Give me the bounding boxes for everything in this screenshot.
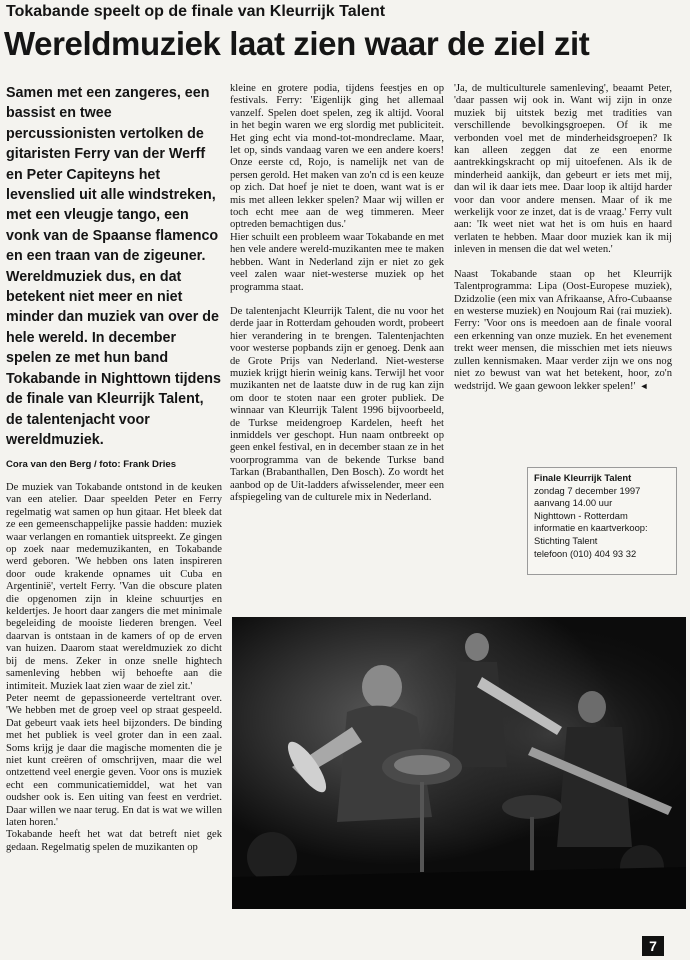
- end-of-article-icon: ◄: [639, 381, 649, 392]
- band-photo-image: [232, 617, 686, 909]
- page-number: 7: [642, 936, 664, 956]
- paragraph: De talentenjacht Kleurrijk Talent, die nu voor het derde jaar in Rotterdam gehouden wordt, probeert hier verandering in te brengen. Talentenjachten voor westerse popbands zijn er genoeg. Denk aan de Grote Prijs van Nederland. Niet-westerse muziek krijgt hierin weinig kans. Terwijl het voor muzikanten net de laatste duw in de rug kan zijn om door te stoten naar een groter publiek. De winnaar van Kleurrijk Talent 1996 bijvoorbeeld, de Turkse meidengroep Kardelen, heeft het inmiddels ver geschopt. Hun naam ontbreekt op geen enkel festival, en in december staan ze in het voorprogramma van de bekende Turkse band Tarkan (Brabanthallen, Den Bosch). Zo wordt het aanbod op de Uit-ladders afwisselender, meer een afspiegeling van de culturele mix in Nederland.: [230, 305, 444, 503]
- body-column-2: [230, 83, 444, 504]
- info-line: aanvang 14.00 uur: [534, 497, 613, 509]
- info-line: zondag 7 december 1997: [534, 484, 641, 496]
- info-line: telefoon (010) 404 93 32: [534, 547, 637, 559]
- band-photo: [232, 617, 686, 909]
- paragraph: kleine en grotere podia, tijdens feestjes en op festivals. Ferry: 'Eigenlijk ging het allemaal vanzelf. Spelen doet spelen, zeg ik altijd. Vooral in het begin waren we erg slordig met publiciteit. Het ging echt via mond-tot-mondreclame. Maar, let op, sinds vandaag varen we een andere koers! Onze eerste cd, Rojo, is namelijk net van de persen gerold. Het maken van zo'n cd is een keuze op zich. Dat hoef je niet te doen, want wat is er mis met alleen lekker spelen? Maar wij willen er toch echt mee aan de weg timmeren. Meer optreden bemachtigen dus.': [230, 83, 444, 231]
- event-info-box: [527, 467, 677, 575]
- paragraph: Tokabande heeft het wat dat betreft niet gek gedaan. Regelmatig spelen de muzikanten op: [6, 829, 222, 853]
- paragraph: 'Ja, de multiculturele samenleving', beaamt Peter, 'daar passen wij ook in. Want wij zijn in onze muziek bij uitstek bezig met tradities van verschillende bevolkingsgroepen. Of ik me verbonden voel met de minderheidsgroepen? Ik kan alleen zeggen dat ze een enorme aantrekkingskracht op mij uitoefenen. Als ik de minderheid aankijk, dan gebeurt er iets met mij, dan wil ik daar iets mee. Daar loop ik altijd harder voor dan voor andere mensen. Maar of ik me werkelijk voor ze inzet, dat is de vraag.' Ferry vult aan: 'Ik weet niet wat het is om huis en haard verlaten te hebben. Maar door muziek kan ik mij inleven in mensen die dat wel weten.': [454, 83, 672, 256]
- info-line: Stichting Talent: [534, 534, 598, 546]
- article-headline: Wereldmuziek laat zien waar de ziel zit: [4, 25, 590, 62]
- article-byline: Cora van den Berg / foto: Frank Dries: [6, 459, 177, 470]
- paragraph: Hier schuilt een probleem waar Tokabande en met hen vele andere wereld-muzikanten mee te maken hebben. Want in Nederland zijn er niet zo gek veel zalen waar niet-westerse muziek op het programma staat.: [230, 231, 444, 293]
- info-line: informatie en kaartverkoop:: [534, 522, 648, 534]
- info-line: Nighttown - Rotterdam: [534, 509, 628, 521]
- body-column-3: [454, 83, 672, 394]
- paragraph: Peter neemt de gepassioneerde verteltrant over. 'We hebben met de groep veel op straat gespeeld. Dat gebeurt vaak iets heel bijzonders. De binding met het publiek is veel groter dan in een zaal. Soms krijg je daar die magische momenten die je niet kunt creëren of omschrijven, maar die wel ontzettend veel energie geven. Voor ons is muziek echt een communicatiemiddel, wat het van oudsher ook is. Een uiting van feest en verdriet. Daar willen we naar terug. En dat is wat we willen laten horen.': [6, 692, 222, 828]
- body-column-1: [6, 482, 222, 854]
- paragraph: [454, 269, 672, 394]
- article-lead: Samen met een zangeres, een bassist en twee percussionisten vertolken de gitaristen Ferry van der Werff en Peter Capiteyns het levenslied uit alle windstreken, met een vleugje tango, een vonk van de Spaanse flamenco en een traan van de zigeuner. Wereldmuziek dus, en dat betekent niet meer en niet minder dan muziek van over de hele wereld. In december spelen ze met hun band Tokabande in Nighttown tijdens de finale van Kleurrijk Talent, de talentenjacht voor wereldmuziek.: [6, 85, 221, 448]
- paragraph: De muziek van Tokabande ontstond in de keuken van een atelier. Daar speelden Peter en Ferry regelmatig wat samen op hun gitaar. Het bleek dat ze een gemeenschappelijke passie hadden: muziek waar verlangen en romantiek uitspreekt. Ze gingen op zoek naar medemuzikanten, en Tokabande werd geboren. 'We hebben ons laten inspireren door oude krakende opnames uit Cuba en Argentinië', vertelt Ferry. 'Van die obscure platen die opgenomen zijn in kleine schuurtjes en keldertjes. Je hoort daar zangers die met minimale begeleiding de mooiste liederen brengen. Veel daarvan is ontstaan in de kamers of op de erven van huizen. Daarom staat wereldmuziek zo dicht bij de mens. Zeker in onze snelle hightech samenleving hebben wij behoefte aan die intimiteit. Muziek laat zien waar de ziel zit.': [6, 482, 222, 692]
- paragraph-text: Naast Tokabande staan op het Kleurrijk Talentprogramma: Lipa (Oost-Europese muziek), Dzidzolie (een mix van Afrikaanse, Afro-Cubaanse en westerse muziek) en Noujoum Rai (rai muziek). Ferry: 'Voor ons is meedoen aan de finale vooral een erkenning van onze muziek. En het evenement trekt weer mensen, die misschien met iets nieuws zullen kennismaken. Maar verder zijn we ons nog niet zo bewust van wat het betekent, hoor, zo'n wedstrijd. We gaan gewoon lekker spelen!': [454, 268, 672, 393]
- info-box-title: Finale Kleurrijk Talent: [534, 472, 632, 483]
- article-kicker: Tokabande speelt op de finale van Kleurrijk Talent: [6, 3, 386, 20]
